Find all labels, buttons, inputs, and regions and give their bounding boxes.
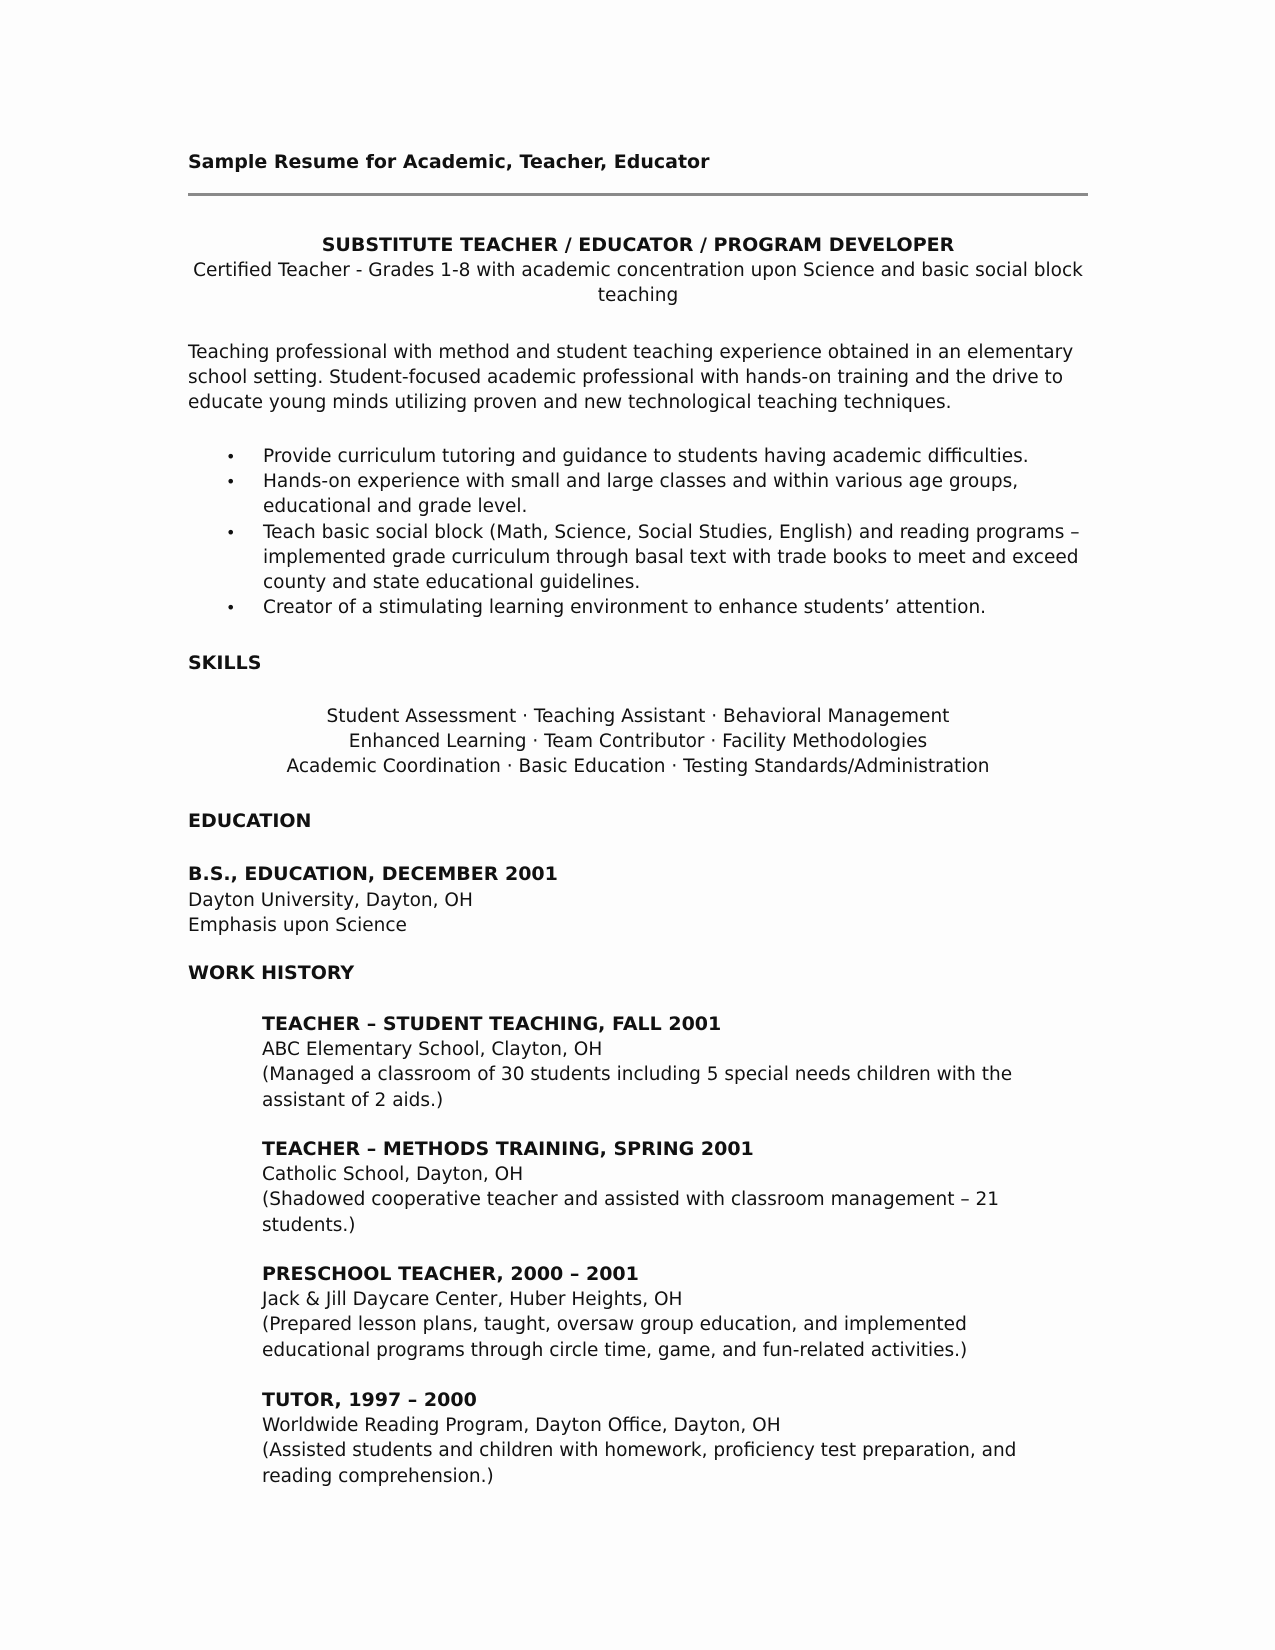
education-emphasis: Emphasis upon Science: [188, 915, 407, 937]
highlight-line: educational and grade level.: [263, 496, 528, 518]
job-entry: [262, 1012, 1042, 1113]
document-title: Sample Resume for Academic, Teacher, Educator: [188, 151, 710, 173]
summary-line-3: educate young minds utilizing proven and new technological teaching techniques.: [188, 392, 952, 414]
job-title: PRESCHOOL TEACHER, 2000 – 2001: [262, 1263, 639, 1285]
job-entry: [262, 1262, 1042, 1363]
work-history-heading: WORK HISTORY: [188, 962, 355, 984]
job-title: TEACHER – METHODS TRAINING, SPRING 2001: [262, 1138, 754, 1160]
highlights-list: [188, 444, 1088, 620]
job-description: (Managed a classroom of 30 students including 5 special needs children with the: [262, 1064, 1013, 1086]
professional-summary: [188, 340, 1088, 416]
skills-row-1: Student Assessment · Teaching Assistant · Behavioral Management: [326, 706, 950, 727]
job-description: educational programs through circle time, game, and fun-related activities.): [262, 1339, 968, 1361]
headline-subtitle-line-2: teaching: [597, 285, 679, 307]
education-details: [188, 888, 1088, 938]
title-divider: [188, 193, 1088, 196]
job-place: Jack & Jill Daycare Center, Huber Heights, OH: [262, 1289, 683, 1311]
skills-row-2: Enhanced Learning · Team Contributor · Facility Methodologies: [348, 731, 928, 753]
job-place: Catholic School, Dayton, OH: [262, 1164, 524, 1186]
highlight-line: Provide curriculum tutoring and guidance to students having academic difficulties.: [263, 446, 1029, 467]
skills-heading: SKILLS: [188, 652, 262, 674]
job-description: (Prepared lesson plans, taught, oversaw group education, and implemented: [262, 1314, 967, 1336]
skills-list: [188, 704, 1088, 780]
education-heading: EDUCATION: [188, 810, 312, 832]
headline-title: SUBSTITUTE TEACHER / EDUCATOR / PROGRAM DEVELOPER: [321, 234, 955, 256]
highlight-line: Teach basic social block (Math, Science, Social Studies, English) and reading programs –: [263, 521, 1080, 543]
highlight-item: [188, 595, 1083, 620]
summary-line-1: Teaching professional with method and student teaching experience obtained in an elementary: [188, 342, 1074, 363]
job-description: (Shadowed cooperative teacher and assisted with classroom management – 21: [262, 1189, 1000, 1211]
job-title: TEACHER – STUDENT TEACHING, FALL 2001: [262, 1013, 722, 1035]
job-description: assistant of 2 aids.): [262, 1089, 444, 1111]
summary-line-2: school setting. Student-focused academic professional with hands-on training and the drive to: [188, 367, 1064, 389]
skills-row-3: Academic Coordination · Basic Education · Testing Standards/Administration: [286, 756, 990, 778]
job-entry: [262, 1137, 1042, 1238]
job-description: reading comprehension.): [262, 1465, 494, 1487]
highlight-item: [188, 469, 1083, 519]
highlight-item: [188, 520, 1083, 596]
bullet-icon: •: [226, 447, 236, 466]
job-description: (Assisted students and children with homework, proficiency test preparation, and: [262, 1440, 1017, 1462]
job-description: students.): [262, 1214, 356, 1236]
education-school: Dayton University, Dayton, OH: [188, 890, 473, 911]
highlight-line: Hands-on experience with small and large classes and within various age groups,: [263, 471, 1019, 493]
job-entry: [262, 1388, 1042, 1489]
bullet-icon: •: [226, 522, 236, 542]
education-degree: B.S., EDUCATION, DECEMBER 2001: [188, 863, 558, 885]
highlight-item: [188, 444, 1083, 469]
headline-subtitle-line-1: Certified Teacher - Grades 1-8 with academic concentration upon Science and basic social block: [193, 260, 1083, 282]
bullet-icon: •: [226, 472, 236, 492]
highlight-line: Creator of a stimulating learning environment to enhance students’ attention.: [263, 597, 987, 619]
highlight-line: county and state educational guidelines.: [263, 572, 641, 594]
job-title: TUTOR, 1997 – 2000: [262, 1389, 477, 1411]
headline: [188, 233, 1088, 309]
bullet-icon: •: [226, 598, 236, 618]
job-place: ABC Elementary School, Clayton, OH: [262, 1039, 603, 1061]
highlight-line: implemented grade curriculum through basal text with trade books to meet and exceed: [263, 546, 1079, 568]
job-place: Worldwide Reading Program, Dayton Office, Dayton, OH: [262, 1415, 781, 1437]
